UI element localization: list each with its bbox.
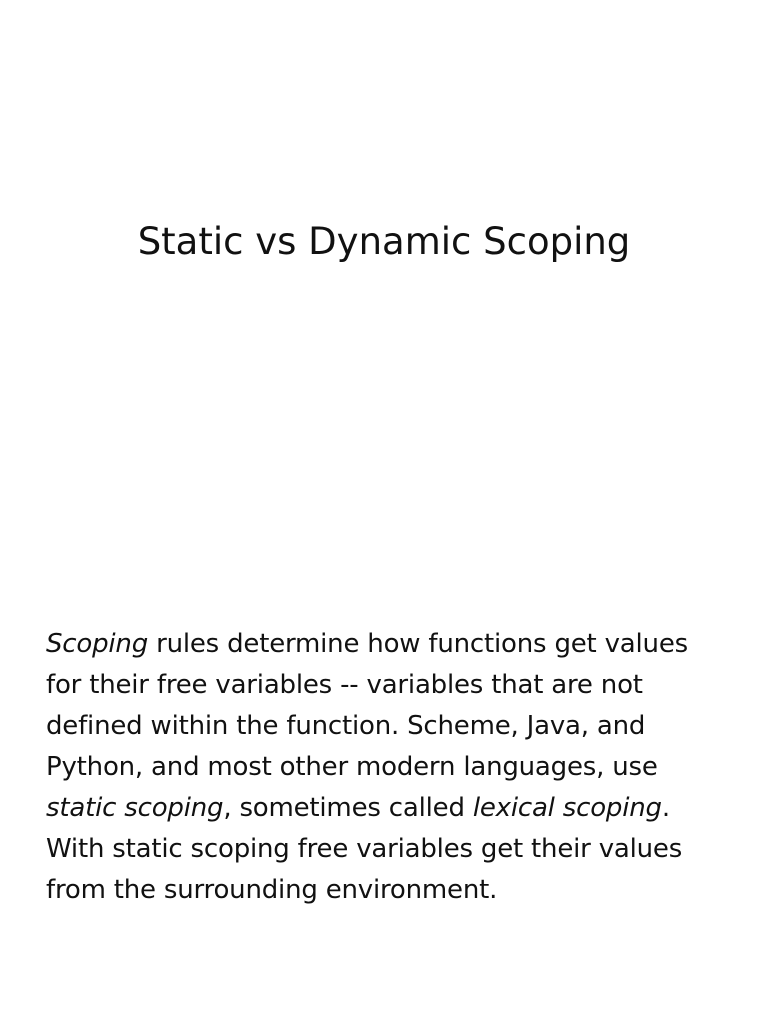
slide-body-paragraph <box>46 624 746 911</box>
body-line-5 <box>46 788 746 829</box>
slide-title: Static vs Dynamic Scoping <box>137 220 631 263</box>
body-line-1 <box>46 624 746 665</box>
body-line-5-middle: , sometimes called <box>223 793 473 823</box>
body-line-5-end: . <box>661 793 670 823</box>
body-line-2: for their free variables -- variables that are not <box>46 670 643 700</box>
term-static-scoping: static scoping <box>46 793 224 823</box>
term-scoping: Scoping <box>46 629 149 659</box>
body-line-1-rest: rules determine how functions get values <box>148 629 688 659</box>
term-lexical-scoping: lexical scoping <box>472 793 662 823</box>
body-line-4: Python, and most other modern languages, use <box>46 752 658 782</box>
body-line-6: With static scoping free variables get their values <box>46 834 683 864</box>
body-line-7: from the surrounding environment. <box>46 875 498 905</box>
body-line-3: defined within the function. Scheme, Java, and <box>46 711 646 741</box>
